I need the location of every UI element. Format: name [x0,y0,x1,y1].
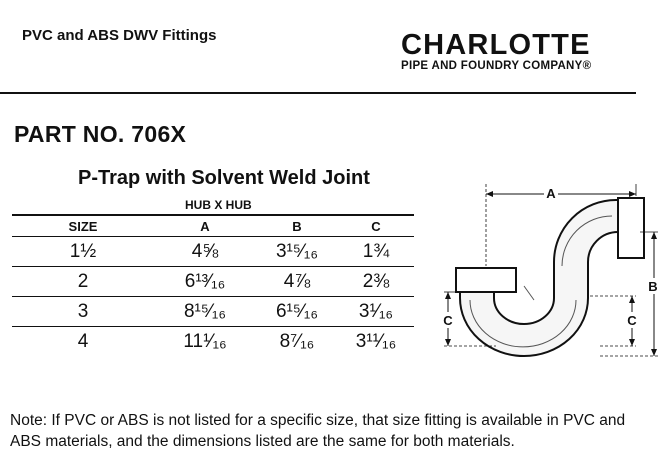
label-b: B [648,279,658,294]
table-row [12,267,414,297]
header-c: C [338,215,414,237]
cell-a: 4⅝ [154,237,256,267]
connection-type: HUB X HUB [185,198,252,212]
cell-a: 8¹⁵⁄₁₆ [154,297,256,327]
cell-a: 6¹³⁄₁₆ [154,267,256,297]
label-c-right: C [627,313,637,328]
cell-c: 2⅜ [338,267,414,297]
brand-subtitle: PIPE AND FOUNDRY COMPANY® [401,60,592,72]
cell-c: 3¹⁄₁₆ [338,297,414,327]
header-a: A [154,215,256,237]
cell-b: 3¹⁵⁄₁₆ [256,237,338,267]
table-header-row [12,215,414,237]
p-trap-diagram [440,180,662,370]
availability-note: Note: If PVC or ABS is not listed for a specific size, that size fitting is available in PVC and ABS materials, and the dimensions listed are the same for both materials. [10,412,626,450]
cell-size: 4 [77,330,89,352]
cell-size: 2 [12,267,154,297]
header-size: SIZE [12,215,154,237]
cell-b: 4⅞ [256,267,338,297]
header-divider [0,92,636,94]
dimension-c-right [590,296,639,346]
brand-logo [401,30,629,72]
label-a: A [546,186,556,201]
header-b: B [256,215,338,237]
cell-size: 3 [12,297,154,327]
dimensions-table [12,214,414,356]
part-number: PART NO. 706X [14,121,187,147]
cell-c: 1¾ [338,237,414,267]
table-row [12,237,414,267]
cell-b: 6¹⁵⁄₁₆ [256,297,338,327]
table-row [12,297,414,327]
cell-size: 1½ [12,237,154,267]
cell-c: 3¹¹⁄₁₆ [355,330,397,352]
section-title: PVC and ABS DWV Fittings [22,27,217,44]
table-row [12,327,414,357]
brand-name: CHARLOTTE [401,29,591,61]
product-title: P-Trap with Solvent Weld Joint [78,167,370,189]
cell-a: 11¹⁄₁₆ [183,330,227,352]
cell-b: 8⁷⁄₁₆ [279,330,315,352]
label-c-left: C [443,313,453,328]
